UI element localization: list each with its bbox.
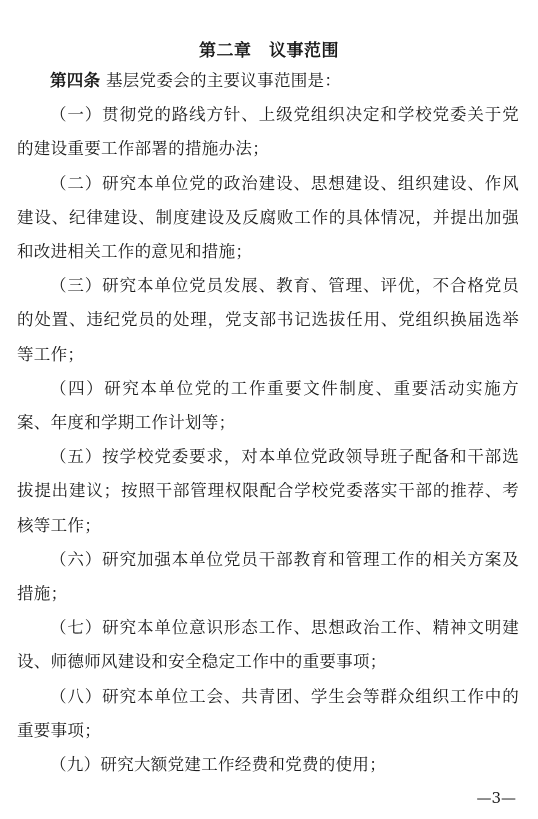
list-item: （九）研究大额党建工作经费和党费的使用；: [50, 755, 386, 775]
list-item: （七）研究本单位意识形态工作、思想政治工作、精神文明建设、师德师风建设和安全稳定工作中的重要事项；: [17, 618, 519, 672]
article-intro: 基层党委会的主要议事范围是：: [105, 71, 342, 90]
article-paragraph: [17, 64, 519, 98]
article-number: 第四条: [50, 71, 101, 90]
list-item: （四）研究本单位党的工作重要文件制度、重要活动实施方案、年度和学期工作计划等；: [17, 378, 519, 433]
list-item: （五）按学校党委要求，对本单位党政领导班子配备和干部选拔提出建议；按照干部管理权限配合学校党委落实干部的推荐、考核等工作；: [17, 447, 519, 535]
page-number: —3—: [476, 789, 516, 807]
list-item: （六）研究加强本单位党员干部教育和管理工作的相关方案及措施；: [17, 549, 519, 604]
list-item: （一）贯彻党的路线方针、上级党组织决定和学校党委关于党的建设重要工作部署的措施办法；: [17, 105, 519, 159]
list-item: （二）研究本单位党的政治建设、思想建设、组织建设、作风建设、纪律建设、制度建设及反腐败工作的具体情况，并提出加强和改进相关工作的意见和措施；: [17, 173, 519, 262]
document-body: [17, 64, 519, 782]
chapter-title: 第二章 议事范围: [199, 41, 339, 61]
list-item: （三）研究本单位党员发展、教育、管理、评优，不合格党员的处置、违纪党员的处理，党支部书记选拔任用、党组织换届选举等工作；: [17, 276, 519, 364]
list-item: （八）研究本单位工会、共青团、学生会等群众组织工作中的重要事项；: [17, 686, 519, 740]
